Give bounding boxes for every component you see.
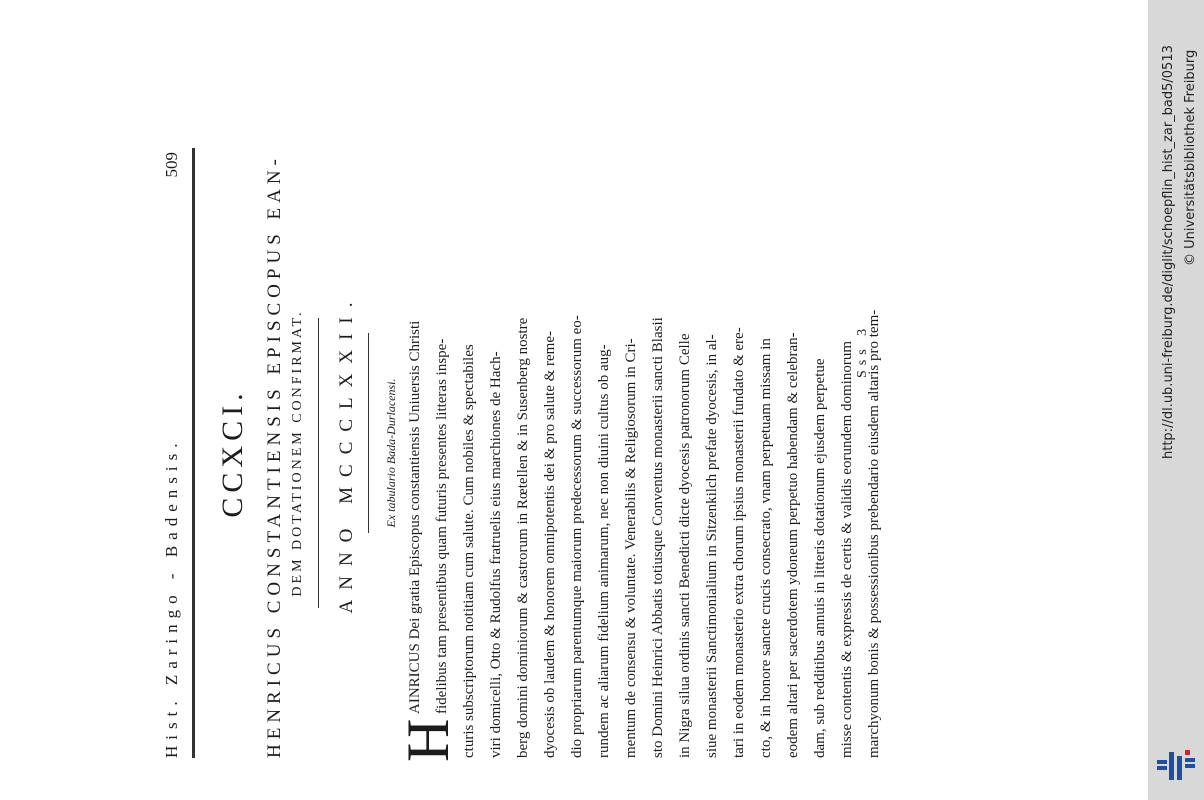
body-line: rundem ac aliarum fidelium animarum, nec non diuini cultus ob aug- xyxy=(596,344,612,758)
body-line: siue monasterii Sanctimonialium in Sitzenkilch prefate dyocesis, in al- xyxy=(704,334,720,758)
body-line: eodem altari per sacerdotem ydoneum perpetuo habendam & celebran- xyxy=(785,332,801,758)
body-line: marchyonum bonis & possessionibus prebendario eiusdem altaris pro tem- xyxy=(866,309,882,758)
document-heading-line2: DEM DOTATIONEM CONFIRMAT. xyxy=(290,309,305,597)
document-source: Ex tabulario Bada-Durlacensi. xyxy=(384,378,398,528)
body-line: misse contentis & expressis de certis & validis eorundem dominorum xyxy=(839,340,855,758)
body-line: cturis subscriptorum notitiam cum salute. Cum nobiles & spectabiles xyxy=(461,344,477,758)
heading-rule xyxy=(318,318,319,608)
ub-freiburg-logo-icon xyxy=(1157,750,1195,782)
document-number: CCXCI. xyxy=(216,388,249,518)
book-page xyxy=(140,148,900,762)
running-head xyxy=(162,148,186,758)
drop-cap: H xyxy=(395,718,461,762)
body-text xyxy=(402,148,888,758)
body-line: viri domicelli, Otto & Rudolfus fratruelis eius marchiones de Hach- xyxy=(488,351,504,758)
body-line: dyocesis ob laudem & honorem omnipotentis dei & pro salute & reme- xyxy=(542,331,558,758)
body-line: tari in eodem monasterio extra chorum ipsius monasterii fundato & ere- xyxy=(731,327,747,758)
document-year: ANNO MCCCLXXII. xyxy=(336,292,357,614)
body-line: dam, sub redditibus annuis in litteris dotationum ejusdem perpetue xyxy=(812,358,828,758)
running-head-title: Hist. Zaringo - Badensis. xyxy=(162,437,181,758)
body-line: berg domini dominiorum & castrorum in Rœtellen & in Susenberg nostre xyxy=(515,317,531,758)
signature-mark: Sss 3 xyxy=(855,323,870,378)
header-rule xyxy=(192,148,195,758)
body-line: sto Domini Heinrici Abbatis totiusque Conventus monasterii sancti Blasii xyxy=(650,317,666,758)
body-line: cto, & in honore sancte crucis consecrato, vnam perpetuam missam in xyxy=(758,338,774,758)
page-number: 509 xyxy=(162,152,181,178)
year-rule xyxy=(368,333,369,533)
body-line: in Nigra silua ordinis sancti Benedicti dicte dyocesis patronorum Celle xyxy=(677,333,693,758)
document-heading-line1: HENRICUS CONSTANTIENSIS EPISCOPUS EAN- xyxy=(264,154,285,758)
body-line: mentum de consensu & voluntate. Venerabilis & Religiosorum in Cri- xyxy=(623,338,639,758)
body-line: fidelibus tam presentibus quam futuris presentes litteras inspe- xyxy=(434,338,450,714)
body-line: AINRICUS Dei gratia Episcopus constantiensis Uniuersis Christi xyxy=(407,320,423,714)
body-line: dio propriarum parentumque maiorum predecessorum & successorum eo- xyxy=(569,315,585,758)
